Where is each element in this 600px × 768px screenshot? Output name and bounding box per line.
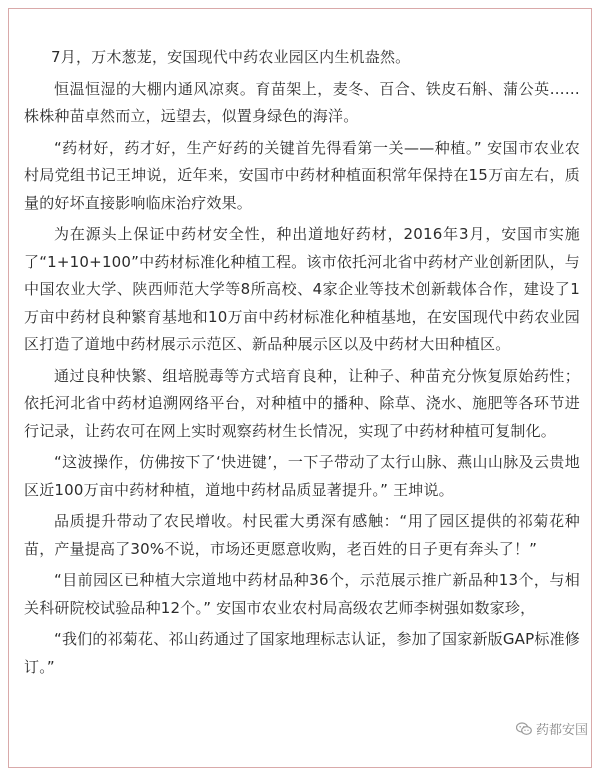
paragraph-6: “这波操作，仿佛按下了‘快进键’，一下子带动了太行山脉、燕山山脉及云贵地区近100万亩中药材种植，道地中药材品质显著提升。” 王坤说。 — [24, 449, 580, 504]
paragraph-5: 通过良种快繁、组培脱毒等方式培育良种，让种子、种苗充分恢复原始药性；依托河北省中药材追溯网络平台，对种植中的播种、除草、浇水、施肥等各环节进行记录，让药农可在网上实时观察药材生长情况，实现了中药材种植可复制化。 — [24, 363, 580, 446]
paragraph-4: 为在源头上保证中药材安全性，种出道地好药材，2016年3月，安国市实施了“1+10+100”中药材标准化种植工程。该市依托河北省中药材产业创新团队，与中国农业大学、陕西师范大学等8所高校、4家企业等技术创新载体合作，建设了1万亩中药材良种繁育基地和10万亩中药材标准化种植基地，在安国现代中药农业园区打造了道地中药材展示示范区、新品种展示区以及中药材大田种植区。 — [24, 221, 580, 359]
paragraph-1: 7月，万木葱茏，安国现代中药农业园区内生机盎然。 — [24, 44, 580, 72]
watermark — [516, 719, 588, 738]
paragraph-2: 恒温恒湿的大棚内通风凉爽。育苗架上，麦冬、百合、铁皮石斛、蒲公英……株株种苗卓然而立，远望去，似置身绿色的海洋。 — [24, 76, 580, 131]
paragraph-9: “我们的祁菊花、祁山药通过了国家地理标志认证，参加了国家新版GAP标准修订。” — [24, 626, 580, 681]
paragraph-7: 品质提升带动了农民增收。村民霍大勇深有感触：“用了园区提供的祁菊花种苗，产量提高了30%不说，市场还更愿意收购，老百姓的日子更有奔头了！” — [24, 508, 580, 563]
paragraph-3: “药材好，药才好，生产好药的关键首先得看第一关——种植。” 安国市农业农村局党组书记王坤说，近年来，安国市中药材种植面积常年保持在15万亩左右，质量的好坏直接影响临床治疗效果。 — [24, 135, 580, 218]
paragraph-8: “目前园区已种植大宗道地中药材品种36个，示范展示推广新品种13个，与相关科研院校试验品种12个。” 安国市农业农村局高级农艺师李树强如数家珍， — [24, 567, 580, 622]
article-body — [24, 44, 580, 685]
wechat-icon — [516, 722, 532, 736]
watermark-text: 药都安国 — [536, 719, 588, 738]
